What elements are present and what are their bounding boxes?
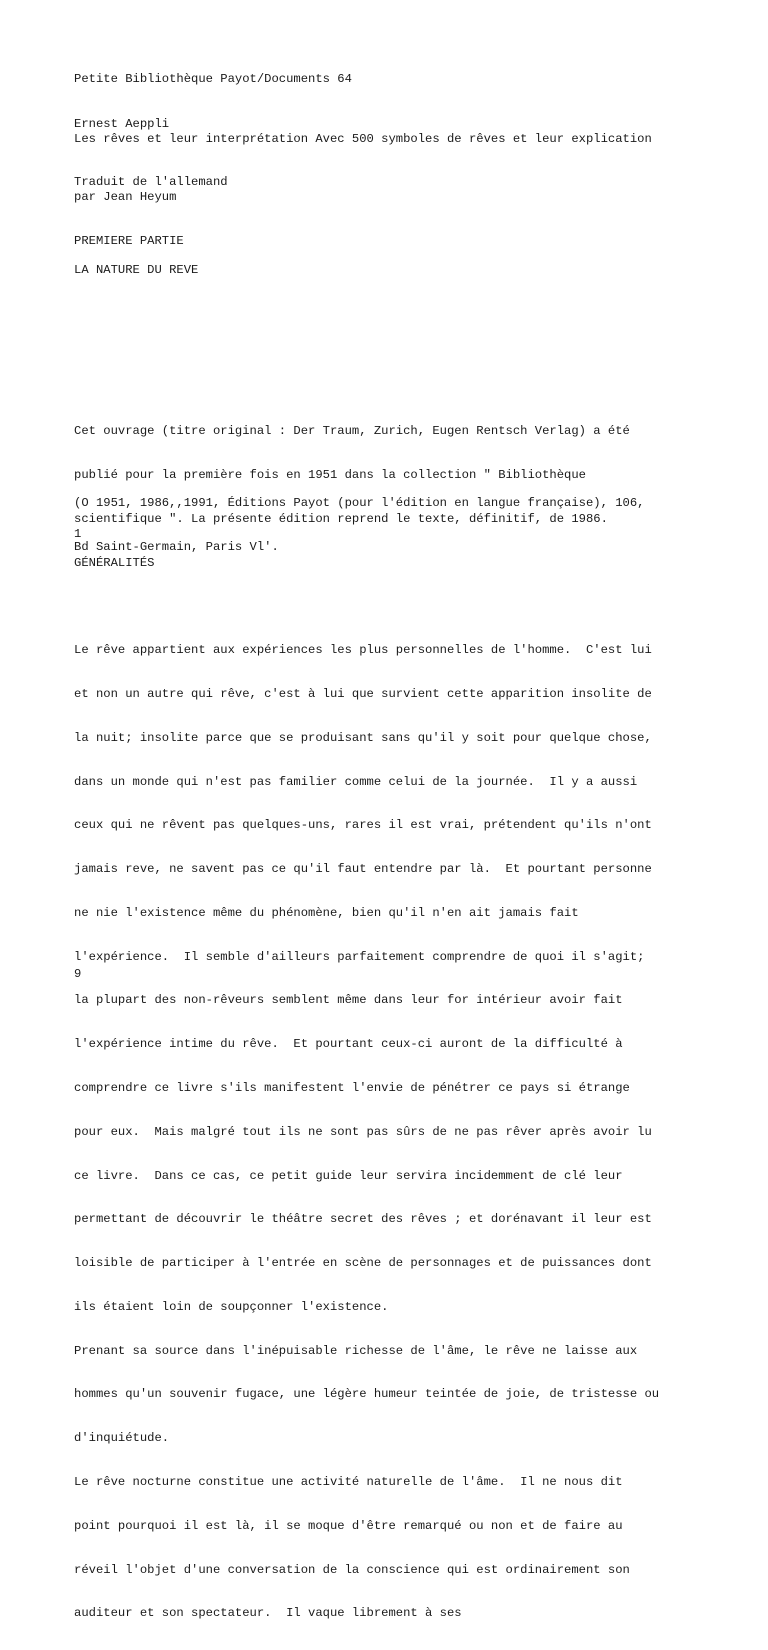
edition-note-line: publié pour la première fois en 1951 dans la collection " Bibliothèque xyxy=(74,467,586,482)
body-line: comprendre ce livre s'ils manifestent l'envie de pénétrer ce pays si étrange xyxy=(74,1081,630,1095)
part-title: LA NATURE DU REVE xyxy=(74,263,199,277)
body-line: dans un monde qui n'est pas familier comme celui de la journée. Il y a aussi xyxy=(74,774,638,789)
body-line: permettant de découvrir le théâtre secret des rêves ; et dorénavant il leur est xyxy=(74,1212,652,1227)
series-line: Petite Bibliothèque Payot/Documents 64 xyxy=(74,72,352,86)
body-line: loisible de participer à l'entrée en scène de personnages et de puissances dont xyxy=(74,1256,652,1271)
chapter-number: 1 xyxy=(74,527,82,541)
copyright-line: Bd Saint-Germain, Paris Vl'. xyxy=(74,539,279,554)
body-line: et non un autre qui rêve, c'est à lui que survient cette apparition insolite de xyxy=(74,686,652,701)
body-line: ceux qui ne rêvent pas quelques-uns, rares il est vrai, prétendent qu'ils n'ont xyxy=(74,818,652,833)
body-line: l'expérience intime du rêve. Et pourtant ceux-ci auront de la difficulté à xyxy=(74,1037,623,1052)
body-line: la plupart des non-rêveurs semblent même dans leur for intérieur avoir fait xyxy=(74,993,623,1008)
body-line: Le rêve nocturne constitue une activité naturelle de l'âme. Il ne nous dit xyxy=(74,1475,623,1490)
body-line: auditeur et son spectateur. Il vaque librement à ses xyxy=(74,1606,462,1621)
body-line: Prenant sa source dans l'inépuisable richesse de l'âme, le rêve ne laisse aux xyxy=(74,1343,638,1358)
part-label: PREMIERE PARTIE xyxy=(74,234,184,248)
body-line: point pourquoi il est là, il se moque d'être remarqué ou non et de faire au xyxy=(74,1518,623,1533)
edition-note-line: scientifique ". La présente édition reprend le texte, définitif, de 1986. xyxy=(74,511,608,526)
body-line: jamais reve, ne savent pas ce qu'il faut entendre par là. Et pourtant personne xyxy=(74,862,652,877)
author-name: Ernest Aeppli xyxy=(74,117,170,131)
chapter-title: GÉNÉRALITÉS xyxy=(74,556,155,570)
translation-line-2: par Jean Heyum xyxy=(74,189,177,204)
body-line: ce livre. Dans ce cas, ce petit guide leur servira incidemment de clé leur xyxy=(74,1168,623,1183)
body-line: hommes qu'un souvenir fugace, une légère humeur teintée de joie, de tristesse ou xyxy=(74,1387,660,1402)
page-number: 9 xyxy=(74,967,82,981)
translation-line-1: Traduit de l'allemand xyxy=(74,175,228,189)
document-page xyxy=(74,0,724,1621)
body-text xyxy=(74,614,724,1650)
book-title: Les rêves et leur interprétation Avec 500 symboles de rêves et leur explication xyxy=(74,131,652,146)
body-line: réveil l'objet d'une conversation de la conscience qui est ordinairement son xyxy=(74,1562,630,1577)
body-line: ne nie l'existence même du phénomène, bien qu'il n'en ait jamais fait xyxy=(74,905,579,920)
body-line: l'expérience. Il semble d'ailleurs parfaitement comprendre de quoi il s'agit; xyxy=(74,949,645,964)
copyright-line: (O 1951, 1986,,1991, Éditions Payot (pour l'édition en langue française), 106, xyxy=(74,496,645,511)
body-line: la nuit; insolite parce que se produisant sans qu'il y soit pour quelque chose, xyxy=(74,730,652,745)
body-line: Le rêve appartient aux expériences les plus personnelles de l'homme. C'est lui xyxy=(74,643,652,658)
body-line: d'inquiétude. xyxy=(74,1431,170,1446)
edition-note-line: Cet ouvrage (titre original : Der Traum, Zurich, Eugen Rentsch Verlag) a été xyxy=(74,424,630,439)
body-line: pour eux. Mais malgré tout ils ne sont pas sûrs de ne pas rêver après avoir lu xyxy=(74,1124,652,1139)
body-line: ils étaient loin de soupçonner l'existence. xyxy=(74,1299,389,1314)
